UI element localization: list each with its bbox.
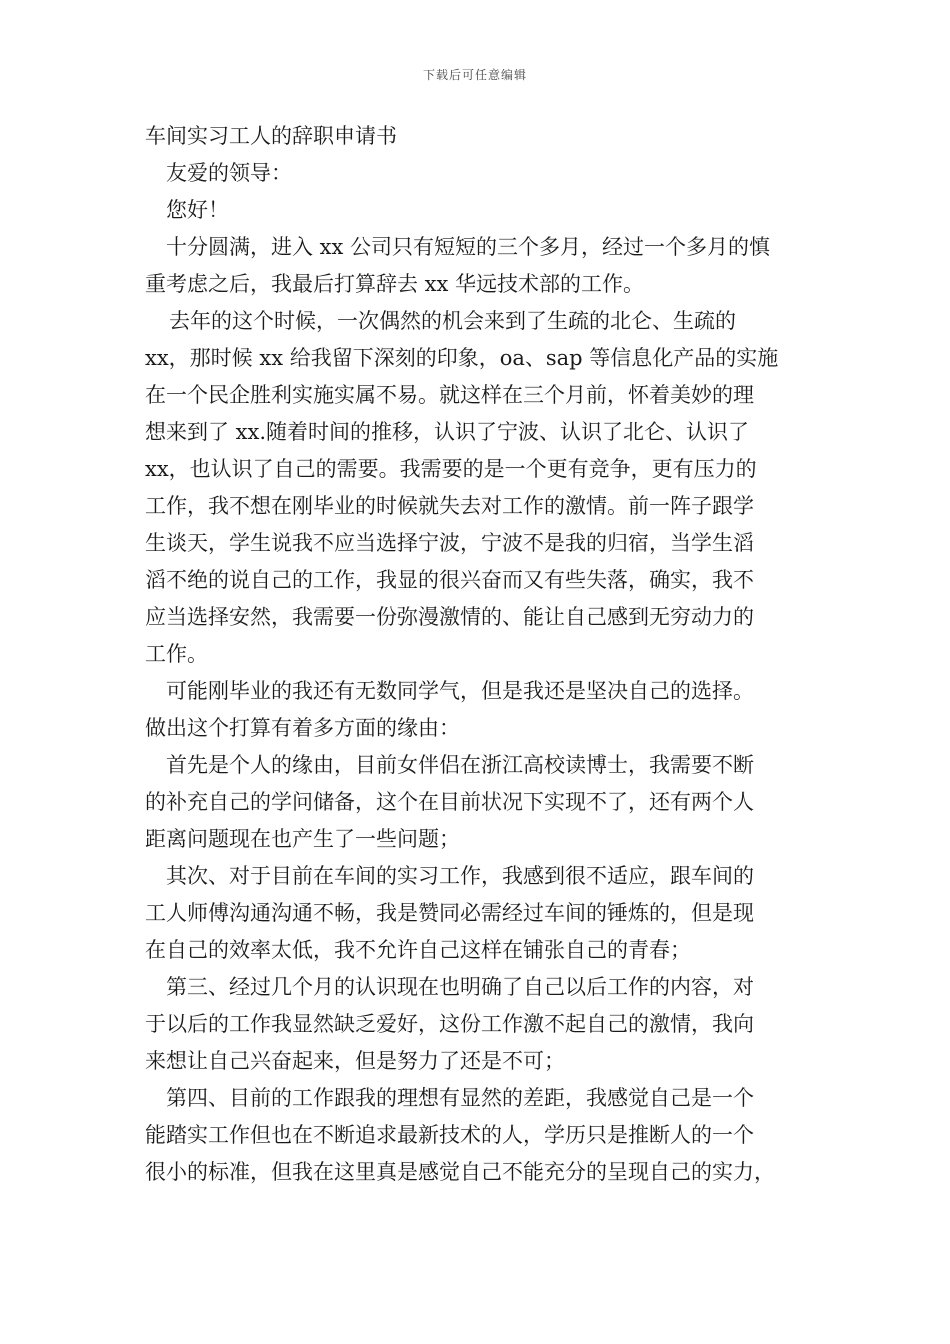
page-header: 下载后可任意编辑 [422, 68, 527, 82]
paragraph-decision [145, 673, 815, 747]
paragraph-line: 想来到了 xx.随着时间的推移，认识了宁波、认识了北仑、认识了 [145, 420, 750, 444]
paragraph-line: 生谈天，学生说我不应当选择宁波，宁波不是我的归宿，当学生滔 [145, 531, 754, 555]
paragraph-line: 去年的这个时候，一次偶然的机会来到了生疏的北仑、生疏的 [169, 309, 736, 333]
greeting [145, 192, 815, 229]
paragraph-line: 距离问题现在也产生了一些问题； [145, 827, 460, 851]
paragraph-line: 工作，我不想在刚毕业的时候就失去对工作的激情。前一阵子跟学 [145, 494, 754, 518]
paragraph-line: 能踏实工作但也在不断追求最新技术的人，学历只是推断人的一个 [145, 1123, 754, 1147]
salutation [145, 155, 815, 192]
paragraph-line: xx，也认识了自己的需要。我需要的是一个更有竞争，更有压力的 [145, 457, 757, 481]
paragraph-line: 工作。 [145, 642, 208, 666]
paragraph-reason-2 [145, 858, 815, 969]
paragraph-reason-4 [145, 1080, 815, 1191]
paragraph-line: 第三、经过几个月的认识现在也明确了自己以后工作的内容，对 [166, 975, 754, 999]
paragraph-line: 应当选择安然，我需要一份弥漫激情的、能让自己感到无穷动力的 [145, 605, 754, 629]
paragraph-line: 重考虑之后，我最后打算辞去 xx 华远技术部的工作。 [145, 272, 645, 296]
paragraph-line: 工人师傅沟通沟通不畅，我是赞同必需经过车间的锤炼的，但是现 [145, 901, 754, 925]
paragraph-line: 您好！ [166, 198, 229, 222]
paragraph-line: 在一个民企胜利实施实属不易。就这样在三个月前，怀着美妙的理 [145, 383, 754, 407]
paragraph-line: 其次、对于目前在车间的实习工作，我感到很不适应，跟车间的 [166, 864, 754, 888]
paragraph-background [145, 303, 815, 673]
paragraph-line: 滔不绝的说自己的工作，我显的很兴奋而又有些失落，确实，我不 [145, 568, 754, 592]
paragraph-intro [145, 229, 815, 303]
document-body [145, 118, 815, 1191]
paragraph-line: 第四、目前的工作跟我的理想有显然的差距，我感觉自己是一个 [166, 1086, 754, 1110]
paragraph-line: 很小的标准，但我在这里真是感觉自己不能充分的呈现自己的实力， [145, 1160, 775, 1184]
paragraph-line: 可能刚毕业的我还有无数同学气，但是我还是坚决自己的选择。 [166, 679, 754, 703]
document-title: 车间实习工人的辞职申请书 [145, 124, 397, 148]
paragraph-line: 在自己的效率太低，我不允许自己这样在铺张自己的青春； [145, 938, 691, 962]
paragraph-line: 做出这个打算有着多方面的缘由： [145, 716, 460, 740]
paragraph-line: 来想让自己兴奋起来，但是努力了还是不可； [145, 1049, 565, 1073]
paragraph-line: 的补充自己的学问储备，这个在目前状况下实现不了，还有两个人 [145, 790, 754, 814]
paragraph-line: 十分圆满，进入 xx 公司只有短短的三个多月，经过一个多月的慎 [166, 235, 771, 259]
paragraph-reason-1 [145, 747, 815, 858]
paragraph-line: 首先是个人的缘由，目前女伴侣在浙江高校读博士，我需要不断 [166, 753, 754, 777]
paragraph-line: 于以后的工作我显然缺乏爱好，这份工作激不起自己的激情，我向 [145, 1012, 754, 1036]
paragraph-line: xx，那时候 xx 给我留下深刻的印象，oa、sap 等信息化产品的实施 [145, 346, 779, 370]
paragraph-line: 友爱的领导： [166, 161, 292, 185]
paragraph-reason-3 [145, 969, 815, 1080]
